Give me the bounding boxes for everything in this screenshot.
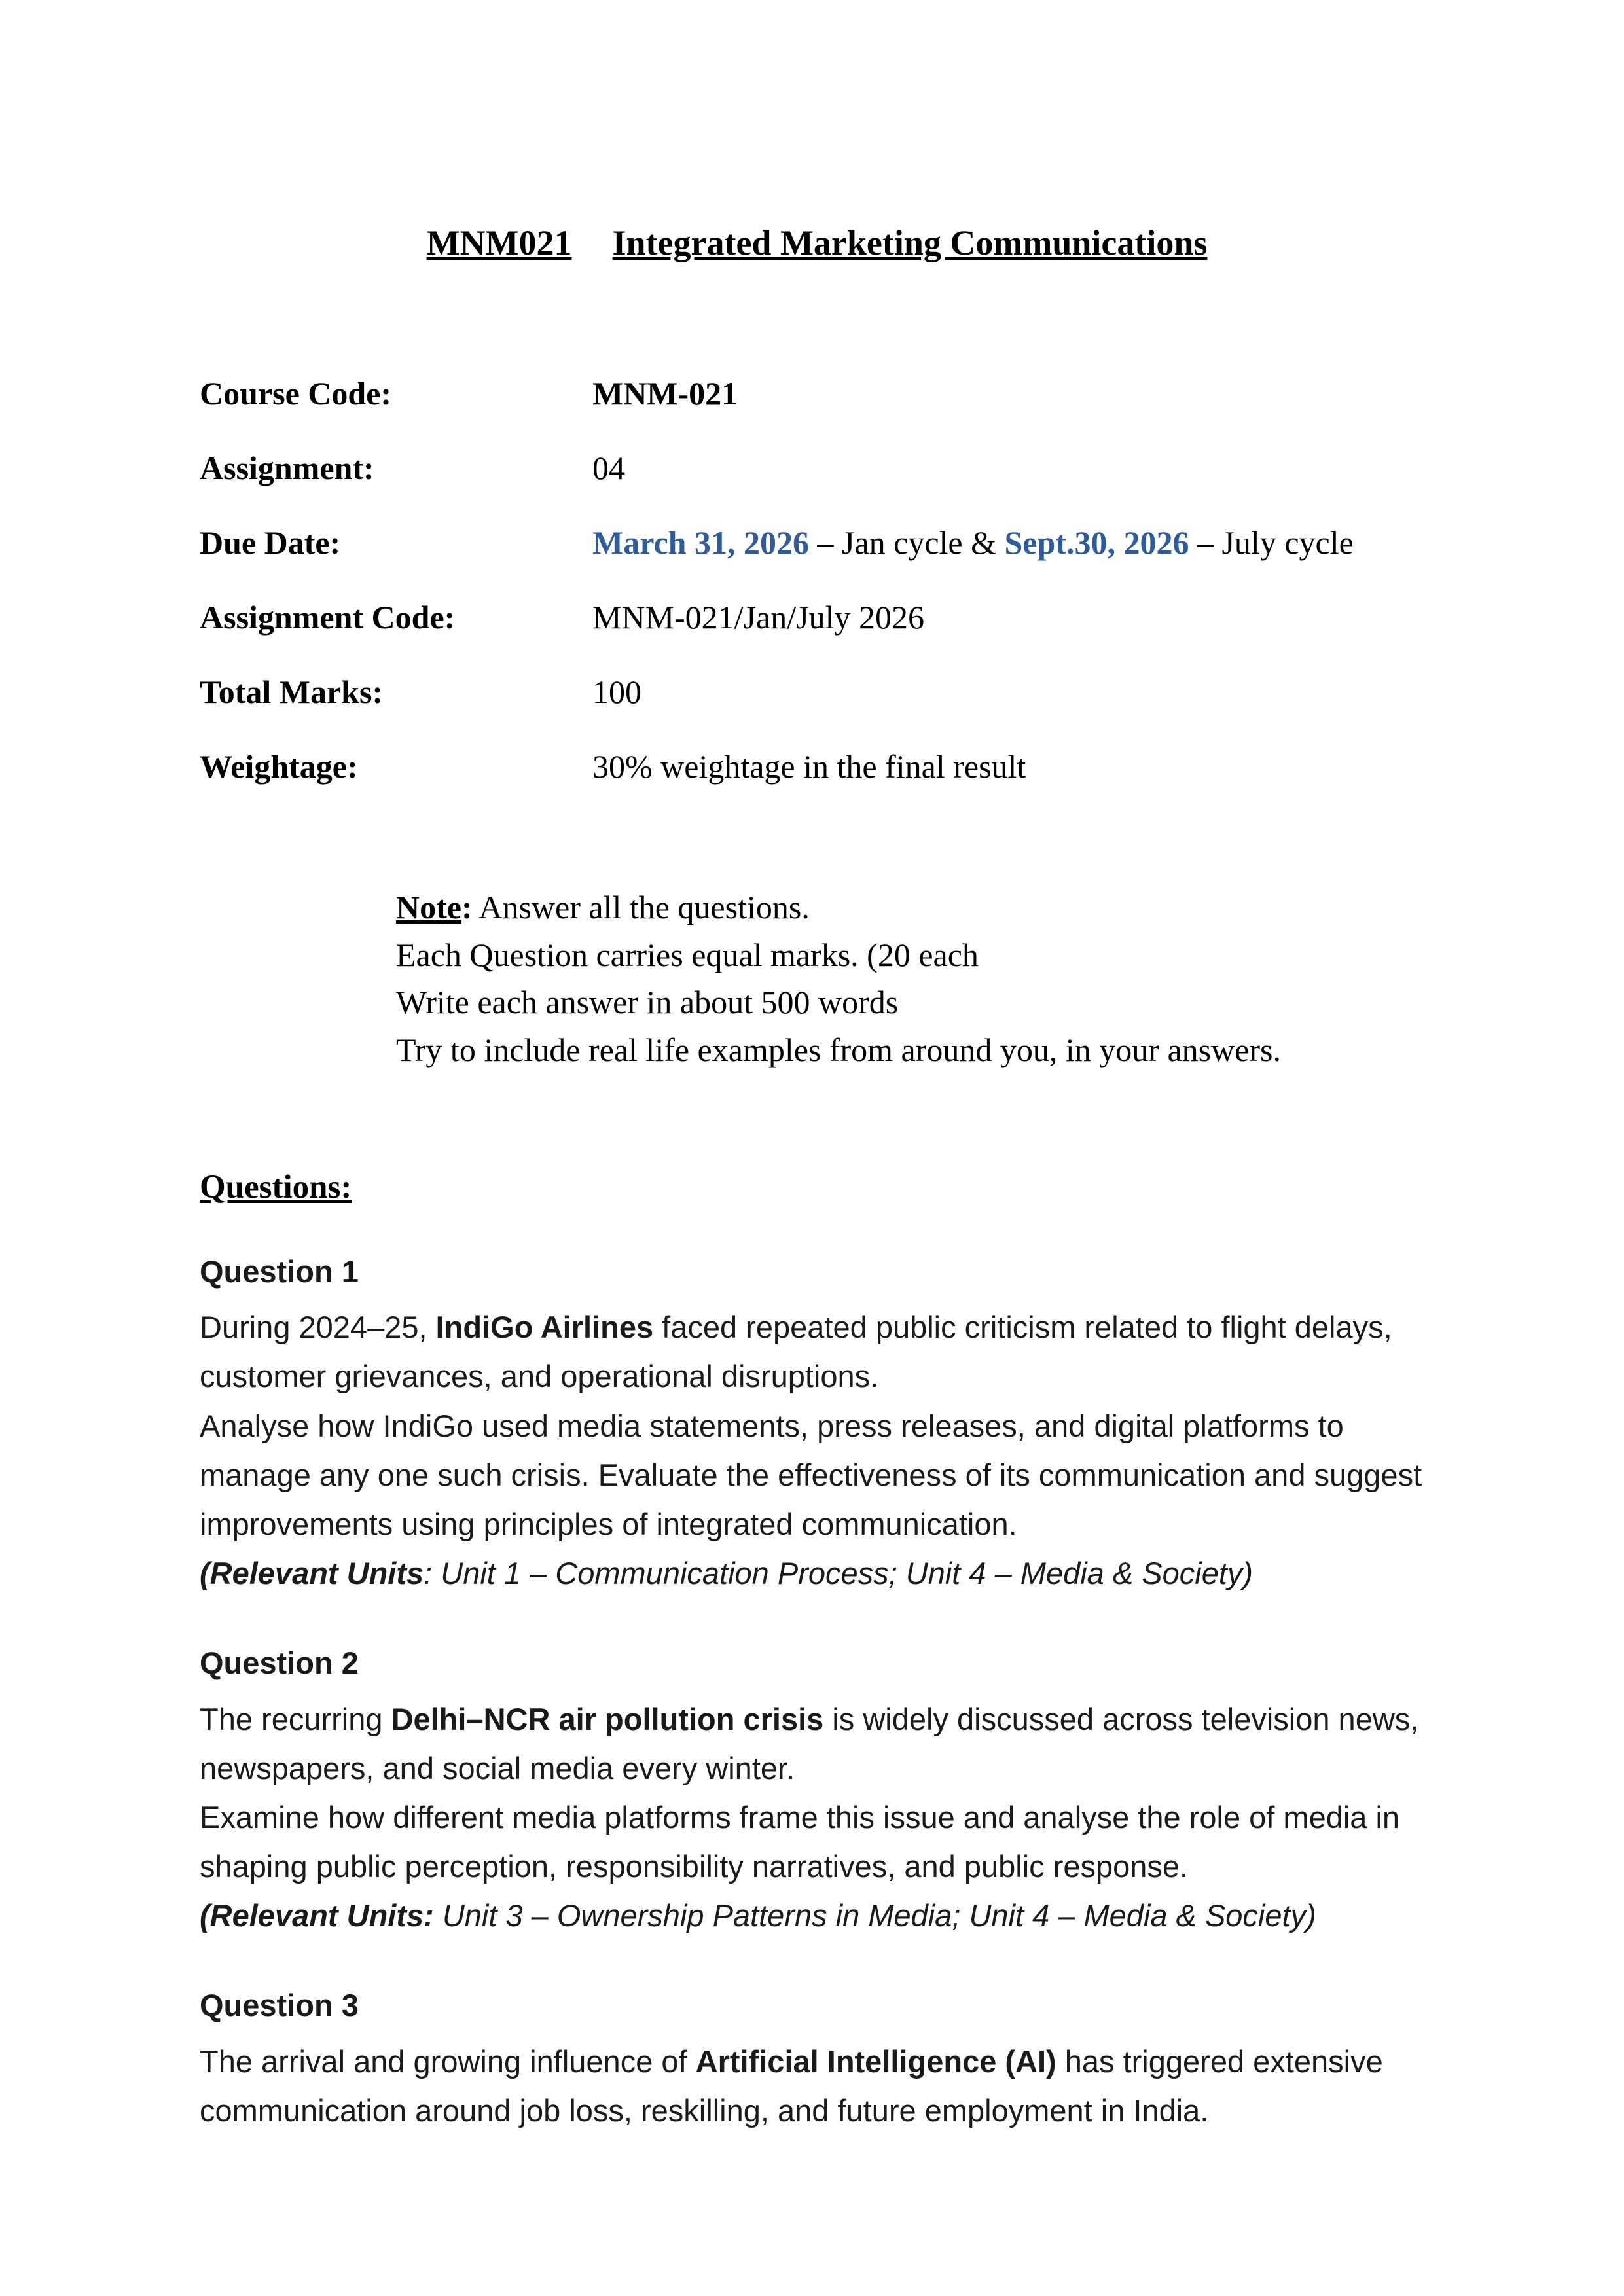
question-paragraph: Examine how different media platforms frame this issue and analyse the role of media in shaping public perception, responsibility narratives, and public response. (200, 1799, 1400, 1884)
meta-row-assignment (200, 449, 1434, 487)
meta-label: Total Marks: (200, 673, 384, 710)
meta-row-due-date (200, 524, 1434, 562)
question-paragraph: (Relevant Units: Unit 3 – Ownership Patterns in Media; Unit 4 – Media & Society) (200, 1898, 1316, 1933)
question-2-heading: Question 2 (200, 1645, 359, 1681)
question-1-heading: Question 1 (200, 1254, 359, 1289)
note-line: Try to include real life examples from around you, in your answers. (396, 1031, 1282, 1068)
document-title (200, 223, 1434, 263)
meta-label: Course Code: (200, 375, 392, 412)
meta-label: Due Date: (200, 524, 341, 561)
meta-label: Assignment Code: (200, 599, 456, 636)
meta-value: 100 (592, 673, 641, 710)
questions-heading: Questions: (200, 1169, 352, 1206)
meta-row-weightage (200, 747, 1434, 785)
note-line: Each Question carries equal marks. (20 each (396, 936, 979, 973)
question-block-1 (200, 1247, 1434, 1598)
note-line: Write each answer in about 500 words (396, 984, 899, 1020)
question-block-3 (200, 1981, 1434, 2135)
question-paragraph: During 2024–25, IndiGo Airlines faced repeated public criticism related to flight delays, customer grievances, and operational disruptions. (200, 1310, 1392, 1394)
note-block (396, 884, 1434, 1073)
question-paragraph: (Relevant Units: Unit 1 – Communication Process; Unit 4 – Media & Society) (200, 1556, 1254, 1591)
meta-label: Assignment: (200, 450, 374, 486)
meta-value: MNM-021/Jan/July 2026 (592, 599, 924, 636)
course-code-title: MNM021 (426, 223, 572, 262)
meta-value: 04 (592, 450, 625, 486)
meta-value: March 31, 2026 – Jan cycle & Sept.30, 2026 – July cycle (592, 524, 1354, 561)
meta-row-course-code (200, 374, 1434, 412)
meta-row-assignment-code (200, 598, 1434, 636)
meta-value: 30% weightage in the final result (592, 748, 1026, 785)
question-paragraph: The recurring Delhi–NCR air pollution crisis is widely discussed across television news, newspapers, and social media every winter. (200, 1701, 1419, 1785)
meta-row-total-marks (200, 673, 1434, 711)
course-meta (200, 374, 1434, 785)
meta-label: Weightage: (200, 748, 358, 785)
question-paragraph: Analyse how IndiGo used media statements, press releases, and digital platforms to manage any one such crisis. Evaluate the effectiveness of its communication and suggest improvements using principles of integrated communication. (200, 1408, 1422, 1541)
meta-value: MNM-021 (592, 375, 738, 412)
note-line: Note: Answer all the questions. (396, 889, 810, 925)
question-block-2 (200, 1638, 1434, 1940)
question-paragraph: The arrival and growing influence of Artificial Intelligence (AI) has triggered extensive communication around job loss, reskilling, and future employment in India. (200, 2043, 1383, 2128)
question-3-heading: Question 3 (200, 1988, 359, 2023)
course-name-title: Integrated Marketing Communications (612, 223, 1208, 262)
